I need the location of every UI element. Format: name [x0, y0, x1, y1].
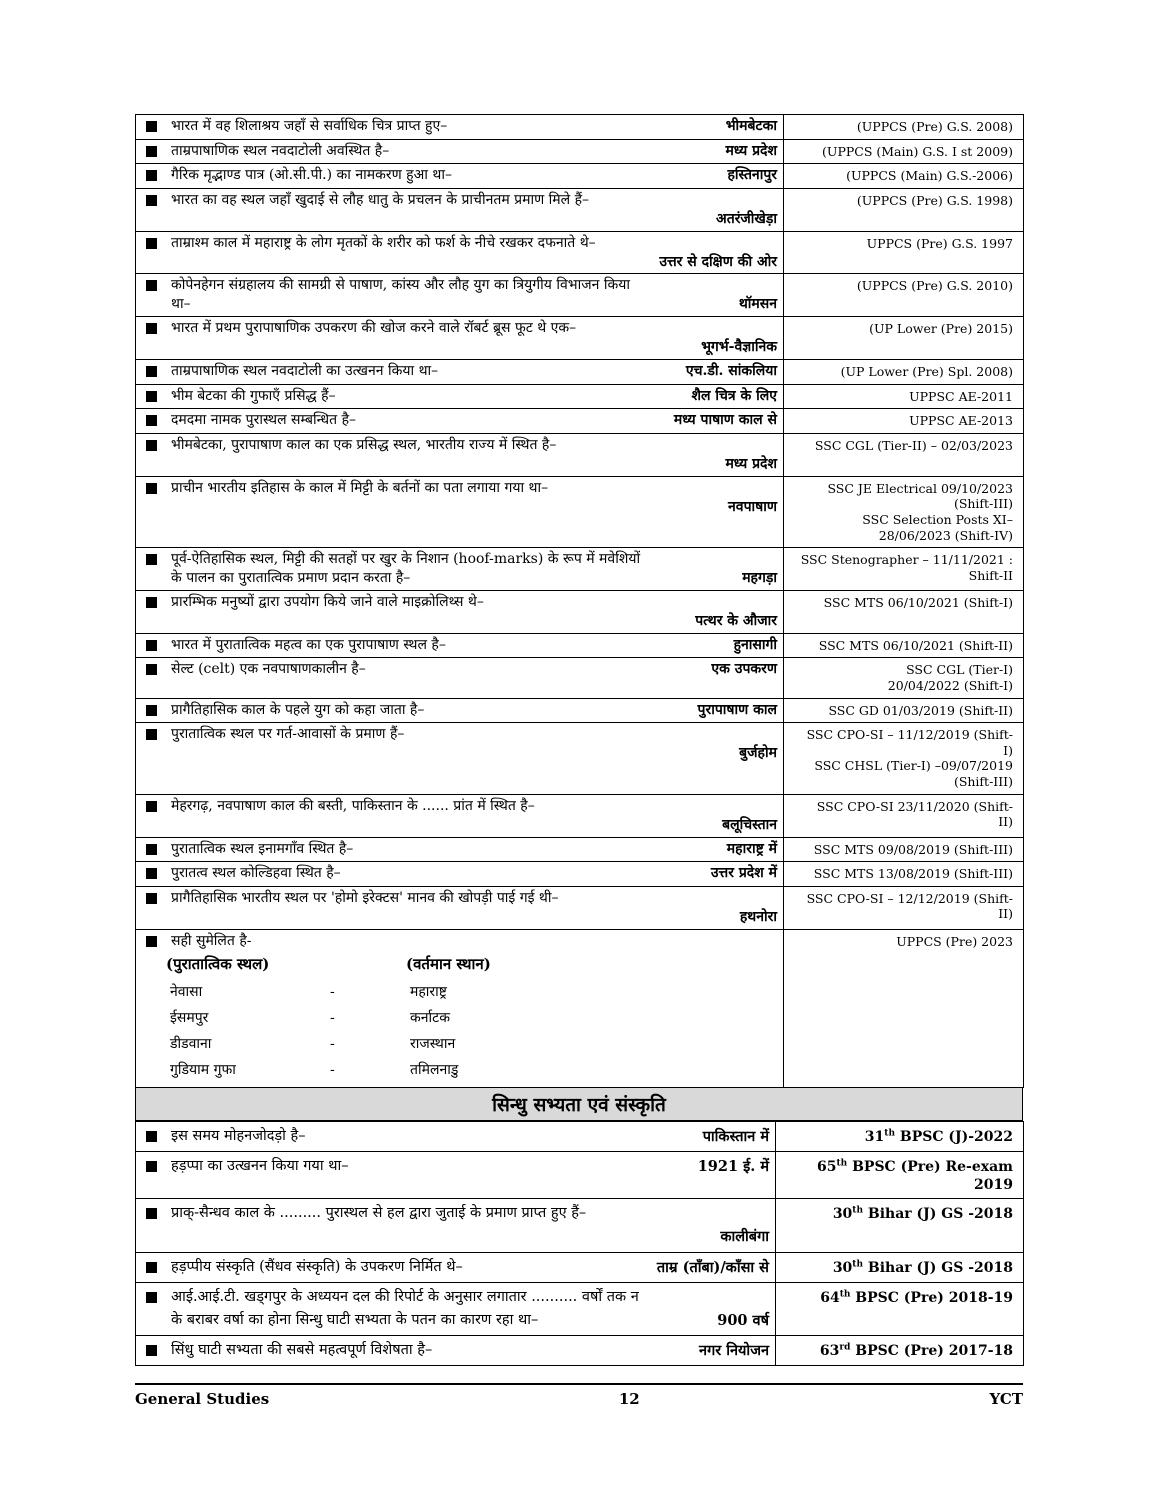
source-cell: [784, 590, 1024, 633]
question-row: [136, 164, 1024, 189]
answer: हुनासागी: [733, 636, 777, 653]
question-row: [136, 1282, 1024, 1335]
question-cell: [136, 837, 784, 862]
question-text: प्राचीन भारतीय इतिहास के काल में मिट्टी के बर्तनों का पता लगाया गया था–: [171, 479, 549, 496]
question-cell: [136, 433, 784, 476]
square-bullet-icon: [146, 844, 157, 855]
square-bullet-icon: [146, 1292, 157, 1303]
square-bullet-icon: [146, 170, 157, 181]
question-cell: [136, 548, 784, 591]
answer: ताम्र (ताँबा)/काँसा से: [656, 1258, 769, 1276]
question-row: [136, 837, 1024, 862]
question-cell: [136, 274, 784, 317]
question-row: [136, 590, 1024, 633]
square-bullet-icon: [146, 440, 157, 451]
question-text: गैरिक मृद्भाण्ड पात्र (ओ.सी.पी.) का नामकरण हुआ था–: [171, 167, 452, 184]
question-cell: [136, 1121, 776, 1151]
square-bullet-icon: [146, 801, 157, 812]
question-table-indus: [135, 1121, 1024, 1367]
answer: थॉमसन: [738, 296, 777, 313]
match-site: नेवासा: [170, 983, 203, 1000]
question-text: इस समय मोहनजोदड़ो है–: [171, 1127, 306, 1144]
question-cell: [136, 698, 784, 723]
question-cell: [136, 1252, 776, 1282]
answer: भूगर्भ-वैज्ञानिक: [701, 339, 777, 356]
question-row: [136, 409, 1024, 434]
question-cell: [136, 139, 784, 164]
match-row: [166, 979, 777, 1005]
source-line: (UPPCS (Pre) G.S. 1998): [856, 192, 1013, 208]
square-bullet-icon: [146, 936, 157, 947]
source-cell: [784, 360, 1024, 385]
source-cell: [784, 794, 1024, 837]
square-bullet-icon: [146, 893, 157, 904]
source-line: I): [1003, 742, 1013, 758]
source-line: II): [998, 906, 1013, 922]
source-cell: [784, 433, 1024, 476]
question-cell: [136, 317, 784, 360]
source-exam: Bihar (J) GS -2018: [863, 1259, 1013, 1276]
source-cell: [776, 1252, 1024, 1282]
square-bullet-icon: [146, 664, 157, 675]
source-line: SSC MTS 06/10/2021 (Shift-II): [818, 637, 1013, 653]
question-row: [136, 433, 1024, 476]
match-site: ईसमपुर: [170, 1009, 209, 1026]
question-row: [136, 658, 1024, 698]
question-text: प्रागैतिहासिक भारतीय स्थल पर 'होमो इरेक्टस' मानव की खोपड़ी पाई गई थी–: [171, 889, 559, 906]
source-cell: [784, 886, 1024, 929]
source-line: (UP Lower (Pre) 2015): [869, 321, 1013, 337]
match-site: गुडियाम गुफा: [170, 1061, 236, 1078]
source-cell: [784, 929, 1024, 1087]
question-text: आई.आई.टी. खड्गपुर के अध्ययन दल की रिपोर्ट के अनुसार लगातार .......... वर्षों तक न: [171, 1288, 639, 1305]
question-cell: [136, 360, 784, 385]
answer: भीमबेटका: [725, 118, 777, 134]
square-bullet-icon: [146, 597, 157, 608]
source-line: SSC CPO-SI 23/11/2020 (Shift-: [816, 798, 1013, 814]
source-line: II): [998, 814, 1013, 830]
source-ordinal-suffix: th: [839, 1289, 851, 1300]
question-text: प्रारम्भिक मनुष्यों द्वारा उपयोग किये जाने वाले माइक्रोलिथ्स थे–: [171, 593, 484, 610]
question-row: [136, 548, 1024, 591]
source-ordinal: 65: [817, 1158, 837, 1175]
answer: 1921 ई. में: [697, 1157, 769, 1175]
source-cell: [784, 409, 1024, 434]
answer: नगर नियोजन: [699, 1342, 769, 1360]
source-cell: [784, 862, 1024, 887]
source-exam: BPSC (Pre) 2017-18: [850, 1343, 1013, 1360]
source-ordinal: 31: [864, 1128, 885, 1145]
question-cell: [136, 1199, 776, 1252]
match-row: [166, 1031, 777, 1057]
source-line: SSC CPO-SI – 11/12/2019 (Shift-: [806, 727, 1013, 743]
square-bullet-icon: [146, 415, 157, 426]
question-row: [136, 1252, 1024, 1282]
answer: हस्तिनापुर: [727, 167, 777, 184]
question-text: ताम्रपाषाणिक स्थल नवदाटोली अवस्थित है–: [171, 142, 390, 159]
question-text: हड़प्पीय संस्कृति (सैंधव संस्कृति) के उपकरण निर्मित थे–: [171, 1258, 463, 1275]
source-cell: [784, 317, 1024, 360]
question-text: सिंधु घाटी सभ्यता की सबसे महत्वपूर्ण विशेषता है–: [171, 1342, 433, 1359]
source-cell: [784, 633, 1024, 658]
source-cell: [784, 384, 1024, 409]
source-cell: [776, 1121, 1024, 1151]
source-cell: [776, 1199, 1024, 1252]
source-cell: [784, 115, 1024, 140]
source-line: (UP Lower (Pre) Spl. 2008): [840, 364, 1013, 379]
source-line: (Shift-III): [953, 774, 1013, 790]
square-bullet-icon: [146, 146, 157, 157]
answer: पाकिस्तान में: [702, 1127, 769, 1145]
question-text: भीमबेटका, पुरापाषाण काल का एक प्रसिद्ध स्थल, भारतीय राज्य में स्थित है–: [171, 436, 557, 453]
question-row: [136, 794, 1024, 837]
question-table-prehistory: [135, 114, 1024, 1088]
source-ordinal: 30: [832, 1206, 853, 1223]
answer: एक उपकरण: [711, 661, 777, 678]
source-cell: [784, 548, 1024, 591]
question-text: सही सुमेलित है-: [171, 932, 252, 949]
match-row: [166, 1005, 777, 1031]
question-row: [136, 274, 1024, 317]
question-text: भारत का वह स्थल जहाँ खुदाई से लौह धातु के प्रचलन के प्राचीनतम प्रमाण मिले हैं–: [171, 191, 590, 208]
question-row: [136, 317, 1024, 360]
question-cell: [136, 633, 784, 658]
footer-publisher: YCT: [989, 1390, 1023, 1408]
match-row: [166, 1057, 777, 1083]
source-line: (UPPCS (Pre) G.S. 2008): [856, 119, 1013, 134]
source-ordinal-suffix: th: [852, 1258, 863, 1269]
source-cell: [784, 658, 1024, 698]
answer: एच.डी. सांकलिया: [685, 363, 777, 379]
match-header-site: (पुरातात्विक स्थल): [166, 955, 270, 974]
source-line: Shift-II: [968, 567, 1013, 583]
question-text-cont: के पालन का पुरातात्विक प्रमाण प्रदान करता है–: [171, 570, 411, 587]
question-text: भारत में वह शिलाश्रय जहाँ से सर्वाधिक चित्र प्राप्त हुए–: [171, 118, 448, 134]
question-cell: [136, 115, 784, 140]
source-cell: [784, 476, 1024, 548]
source-line: UPPCS (Pre) G.S. 1997: [866, 235, 1013, 251]
square-bullet-icon: [146, 121, 157, 132]
answer: पत्थर के औजार: [695, 612, 777, 629]
match-dash: -: [330, 1009, 335, 1026]
source-cell: [784, 231, 1024, 274]
source-line: (UPPCS (Main) G.S. I st 2009): [822, 143, 1013, 159]
square-bullet-icon: [146, 238, 157, 249]
question-row: [136, 698, 1024, 723]
question-cell: [136, 1336, 776, 1366]
square-bullet-icon: [146, 323, 157, 334]
source-exam: Bihar (J) GS -2018: [863, 1206, 1013, 1223]
question-cell: [136, 384, 784, 409]
answer: मध्य पाषाण काल से: [673, 412, 777, 429]
square-bullet-icon: [146, 1262, 157, 1273]
question-cell: [136, 476, 784, 548]
answer: महाराष्ट्र में: [726, 840, 777, 857]
match-list: [166, 954, 777, 1082]
square-bullet-icon: [146, 195, 157, 206]
question-text: भारत में पुरातात्विक महत्व का एक पुरापाषाण स्थल है–: [171, 636, 446, 653]
source-exam: BPSC (Pre) Re-exam 2019: [847, 1158, 1013, 1194]
question-row: [136, 862, 1024, 887]
answer: उत्तर से दक्षिण की ओर: [659, 253, 777, 270]
source-exam: BPSC (Pre) 2018-19: [850, 1289, 1013, 1306]
question-row: [136, 723, 1024, 795]
footer-page-number: 12: [618, 1390, 640, 1408]
question-text: सेल्ट (celt) एक नवपाषाणकालीन है–: [171, 661, 366, 678]
question-row: [136, 1199, 1024, 1252]
question-text: भीम बेटका की गुफाएँ प्रसिद्ध हैं–: [171, 387, 336, 404]
match-site: डीडवाना: [170, 1035, 212, 1052]
answer: बलूचिस्तान: [722, 816, 777, 833]
source-ordinal: 63: [819, 1343, 840, 1360]
source-line: (UPPCS (Pre) G.S. 2010): [856, 278, 1013, 294]
question-text: मेहरगढ़, नवपाषाण काल की बस्ती, पाकिस्तान के ...... प्रांत में स्थित है–: [171, 797, 535, 814]
source-line: SSC JE Electrical 09/10/2023: [827, 480, 1013, 496]
question-cell: [136, 188, 784, 231]
square-bullet-icon: [146, 1208, 157, 1219]
question-row: [136, 115, 1024, 140]
match-place: कर्नाटक: [410, 1009, 450, 1026]
question-cell: [136, 794, 784, 837]
source-line: SSC MTS 09/08/2019 (Shift-III): [813, 841, 1013, 857]
question-text: पुरातात्विक स्थल पर गर्त-आवासों के प्रमाण हैं–: [171, 726, 405, 743]
question-row: [136, 384, 1024, 409]
source-exam: BPSC (J)-2022: [894, 1128, 1013, 1145]
answer: महगड़ा: [742, 570, 777, 587]
question-text: कोपेनहेगन संग्रहालय की सामग्री से पाषाण, कांस्य और लौह युग का त्रियुगीय विभाजन किया: [171, 277, 630, 294]
question-row: [136, 1336, 1024, 1366]
answer: 900 वर्ष: [717, 1311, 769, 1329]
question-row: [136, 139, 1024, 164]
match-place: महाराष्ट्र: [410, 983, 447, 1000]
question-text-cont: के बराबर वर्षा का होना सिन्धु घाटी सभ्यता के पतन का कारण रहा था–: [171, 1311, 539, 1328]
source-ordinal-suffix: rd: [839, 1342, 851, 1353]
source-line: SSC CHSL (Tier-I) –09/07/2019: [814, 758, 1013, 774]
square-bullet-icon: [146, 554, 157, 565]
question-cell: [136, 658, 784, 698]
question-row: [136, 886, 1024, 929]
source-line: SSC CPO-SI – 12/12/2019 (Shift-: [806, 890, 1013, 906]
question-cell: [136, 164, 784, 189]
answer: पुरापाषाण काल: [697, 701, 777, 718]
question-row: [136, 1121, 1024, 1151]
match-dash: -: [330, 983, 335, 1000]
source-cell: [776, 1151, 1024, 1198]
answer: बुर्जहोम: [739, 745, 777, 762]
source-line: SSC MTS 13/08/2019 (Shift-III): [813, 866, 1013, 882]
question-cell: [136, 1151, 776, 1198]
question-cell: [136, 723, 784, 795]
source-line: 28/06/2023 (Shift-IV): [878, 527, 1013, 543]
square-bullet-icon: [146, 868, 157, 879]
source-line: (UPPCS (Main) G.S.-2006): [846, 168, 1013, 184]
question-row: [136, 633, 1024, 658]
question-cell: [136, 862, 784, 887]
question-text: प्रागैतिहासिक काल के पहले युग को कहा जाता है–: [171, 701, 425, 718]
source-ordinal-suffix: th: [884, 1128, 895, 1139]
question-cell: [136, 886, 784, 929]
source-ordinal-suffix: th: [852, 1205, 863, 1216]
source-line: SSC Stenographer – 11/11/2021 :: [800, 552, 1013, 568]
match-dash: -: [330, 1035, 335, 1052]
question-cell: [136, 231, 784, 274]
question-row: [136, 476, 1024, 548]
square-bullet-icon: [146, 705, 157, 716]
square-bullet-icon: [146, 729, 157, 740]
question-text: दमदमा नामक पुरास्थल सम्बन्धित है–: [171, 412, 357, 429]
source-line: 20/04/2022 (Shift-I): [887, 677, 1013, 693]
match-question-row: [136, 929, 1024, 1087]
section-heading: सिन्धु सभ्यता एवं संस्कृति: [135, 1088, 1023, 1121]
match-place: राजस्थान: [410, 1035, 456, 1052]
question-cell: [136, 929, 784, 1087]
question-text: हड़प्पा का उत्खनन किया गया था–: [171, 1157, 349, 1174]
match-header-place: (वर्तमान स्थान): [406, 955, 491, 974]
page-content: [135, 114, 1023, 1366]
square-bullet-icon: [146, 366, 157, 377]
source-line: UPPSC AE-2013: [909, 413, 1013, 429]
answer: उत्तर प्रदेश में: [710, 865, 777, 882]
square-bullet-icon: [146, 1345, 157, 1356]
source-cell: [784, 188, 1024, 231]
question-text: ताम्राश्म काल में महाराष्ट्र के लोग मृतकों के शरीर को फर्श के नीचे रखकर दफनाते थे–: [171, 234, 596, 251]
question-text: प्राक्-सैन्धव काल के ......... पुरास्थल से हल द्वारा जुताई के प्रमाण प्राप्त हुए हैं–: [171, 1205, 587, 1222]
source-line: SSC CGL (Tier-II) – 02/03/2023: [814, 437, 1013, 453]
answer: मध्य प्रदेश: [725, 455, 777, 472]
source-cell: [784, 274, 1024, 317]
source-cell: [776, 1336, 1024, 1366]
source-line: SSC Selection Posts XI–: [862, 511, 1013, 527]
square-bullet-icon: [146, 1131, 157, 1142]
source-line: SSC GD 01/03/2019 (Shift-II): [828, 702, 1013, 718]
square-bullet-icon: [146, 280, 157, 291]
question-cell: [136, 1282, 776, 1335]
source-line: (Shift-III): [953, 496, 1013, 512]
question-text-cont: था–: [171, 296, 191, 313]
question-row: [136, 360, 1024, 385]
source-cell: [784, 723, 1024, 795]
answer: मध्य प्रदेश: [725, 142, 777, 159]
question-cell: [136, 409, 784, 434]
source-line: UPPSC AE-2011: [909, 388, 1013, 404]
source-line: UPPCS (Pre) 2023: [896, 933, 1013, 949]
source-cell: [784, 837, 1024, 862]
question-text: पुरातत्व स्थल कोल्डिहवा स्थित है–: [171, 865, 341, 882]
question-text: पुरातात्विक स्थल इनामगाँव स्थित है–: [171, 840, 354, 857]
answer: अतरंजीखेड़ा: [716, 210, 777, 227]
footer-book-title: General Studies: [135, 1390, 270, 1408]
source-ordinal: 64: [820, 1289, 840, 1306]
answer: शैल चित्र के लिए: [691, 387, 777, 404]
question-text: भारत में प्रथम पुरापाषाणिक उपकरण की खोज करने वाले रॉबर्ट ब्रूस फूट थे एक–: [171, 320, 577, 337]
source-cell: [784, 139, 1024, 164]
source-cell: [784, 164, 1024, 189]
square-bullet-icon: [146, 640, 157, 651]
question-row: [136, 231, 1024, 274]
page-footer: [135, 1383, 1023, 1408]
source-cell: [784, 698, 1024, 723]
source-line: SSC MTS 06/10/2021 (Shift-I): [823, 594, 1013, 610]
answer: नवपाषाण: [728, 498, 777, 515]
square-bullet-icon: [146, 1161, 157, 1172]
question-text: ताम्रपाषाणिक स्थल नवदाटोली का उत्खनन किया था–: [171, 363, 439, 379]
source-cell: [776, 1282, 1024, 1335]
square-bullet-icon: [146, 483, 157, 494]
question-row: [136, 1151, 1024, 1198]
answer: कालीबंगा: [720, 1228, 769, 1246]
answer: हथनोरा: [739, 908, 777, 925]
question-row: [136, 188, 1024, 231]
match-dash: -: [330, 1061, 335, 1078]
square-bullet-icon: [146, 391, 157, 402]
source-line: SSC CGL (Tier-I): [906, 662, 1013, 678]
question-text: पूर्व-ऐतिहासिक स्थल, मिट्टी की सतहों पर खुर के निशान (hoof-marks) के रूप में मवेशियों: [171, 551, 641, 568]
question-cell: [136, 590, 784, 633]
source-ordinal: 30: [832, 1259, 853, 1276]
source-ordinal-suffix: th: [836, 1158, 848, 1169]
match-place: तमिलनाडु: [410, 1061, 459, 1078]
